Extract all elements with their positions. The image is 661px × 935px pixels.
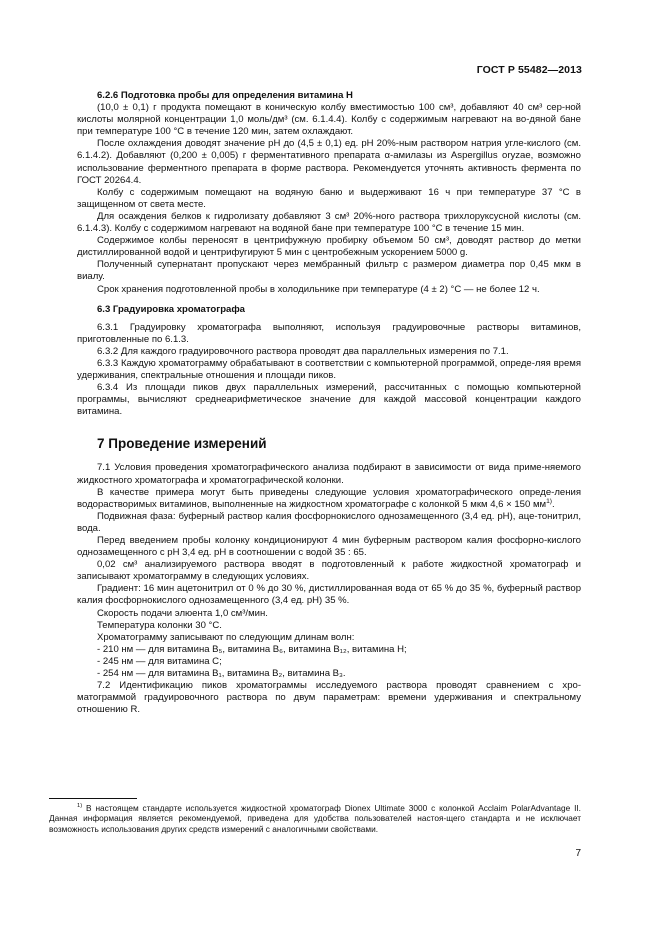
paragraph: Перед введением пробы колонку кондиционируют 4 мин буферным раствором калия фосфорно-кислого однозамещенного с pH 3,4 ед. pH в соотношении с водой 35 : 65. [77, 535, 581, 559]
footnote [49, 803, 581, 834]
footnote-mark: 1) [77, 803, 83, 810]
paragraph: В качестве примера могут быть приведены следующие условия хроматографического опреде-ления водорастворимых витаминов, выполненные на жидкостном хроматографе с колонкой 5 мкм 4,6 × 150 $мм^{1)}$. [77, 486, 581, 510]
paragraph: 6.3.3 Каждую хроматограмму обрабатывают в соответствии с компьютерной программой, опреде-ляя время удерживания, спектральные отношения и площади пиков. [77, 357, 581, 382]
paragraph: Температура колонки 30 °С. [97, 619, 222, 631]
paragraph: 6.3.4 Из площади пиков двух параллельных измерений, рассчитанных с помощью компьютерной программы, вычисляют среднеарифметическое значение для каждой массовой концентрации каждого витамина. [77, 382, 581, 418]
paragraph: Срок хранения подготовленной пробы в холодильнике при температуре (4 ± 2) °С — не более 12 ч. [97, 283, 540, 295]
paragraph: Колбу с содержимым помещают на водяную баню и выдерживают 16 ч при температуре 37 °С в защищенном от света месте. [77, 186, 581, 210]
paragraph: 6.3.2 Для каждого градуировочного раствора проводят два параллельных измерения по 7.1. [97, 345, 509, 357]
footnote-divider [49, 798, 137, 799]
section-7-title: 7 Проведение измерений [97, 436, 267, 452]
paragraph: Скорость подачи элюента 1,0 см³/мин. [97, 607, 268, 619]
document-body [77, 90, 581, 716]
paragraph: 0,02 см³ анализируемого раствора вводят в подготовленный к работе жидкостной хроматограф и записывают хроматограмму в следующих условиях. [77, 559, 581, 583]
paragraph: После охлаждения доводят значение pH до (4,5 ± 0,1) ед. pH 20%-ным раствором натрия угле-кислого (см. 6.1.4.2). Добавляют (0,200 ± 0,005) г ферментативного препарата α-амилазы из Aspergillus oryzae, возможно использование ферментного препарата в форме раствора. Рекомендуется уточнять активность фермента по ГОСТ 20264.4. [77, 138, 581, 186]
paragraph-text: В качестве примера могут быть приведены следующие условия хроматографического опреде-ления водорастворимых витаминов, выполненные на жидкостном хроматографе с колонкой 5 мкм 4,6 × 150 мм [77, 486, 581, 510]
paragraph: 6.3.1 Градуировку хроматографа выполняют, используя градуировочные растворы витаминов, приготовленные по 6.1.3. [77, 321, 581, 345]
paragraph: Для осаждения белков к гидролизату добавляют 3 см³ 20%-ного раствора трихлоруксусной кислоты (см. 6.1.4.3). Колбу с содержимом нагревают на водяной бане при температуре 100 °С в течение 15 мин. [77, 210, 581, 235]
paragraph: Содержимое колбы переносят в центрифужную пробирку объемом 50 см³, доводят раствор до метки дистиллированной водой и центрифугируют 5 мин с центробежным ускорением 5000 g. [77, 235, 581, 259]
paragraph: 7.2 Идентификацию пиков хроматограммы исследуемого раствора проводят сравнением с хро-матограммой градуировочного раствора по двум параметрам: времени удерживания и спектральному отношению R. [77, 680, 581, 716]
paragraph: Полученный супернатант пропускают через мембранный фильтр с размером диаметра пор 0,45 мкм в виалу. [77, 259, 581, 283]
page-number: 7 [575, 848, 581, 859]
paragraph: (10,0 ± 0,1) г продукта помещают в коническую колбу вместимостью 100 см³, добавляют 40 см³ сер-ной кислоты молярной концентрации 1,0 моль/дм³ (см. 6.1.4.4). Колбу с содержимым нагревают на во-дяной бане при температуре 100 °С в течение 120 мин, затем охлаждают. [77, 102, 581, 138]
section-6-3-title: 6.3 Градуировка хроматографа [97, 303, 245, 315]
footnote-text: В настоящем стандарте используется жидкостной хроматограф Dionex Ultimate 3000 с колонкой Acclaim PolarAdvantage II. Данная информация является рекомендуемой, приведена для удобства пользователей настоя-щего стандарта и не исключает возможность использования других средств измерений с аналогичными свойствами. [49, 803, 581, 834]
section-6-2-6-title: 6.2.6 Подготовка пробы для определения витамина H [97, 90, 353, 101]
list-item: - 245 нм — для витамина С; [97, 655, 222, 667]
paragraph: 7.1 Условия проведения хроматографического анализа подбирают в зависимости от вида приме-няемого жидкостного хроматографа и хроматографической колонки. [77, 462, 581, 486]
list-item: - 254 нм — для витамина B₁, витамина B₂, витамина B₃. [97, 668, 346, 680]
paragraph: Градиент: 16 мин ацетонитрил от 0 % до 30 %, дистиллированная вода от 65 % до 35 %, буферный раствор калия фосфорнокислого однозамещенного (3,4 ед. pH) 35 %. [77, 583, 581, 607]
document-header: ГОСТ Р 55482—2013 [476, 64, 582, 76]
footnote-ref: 1) [546, 497, 553, 505]
list-item: - 210 нм — для витамина B₅, витамина B₆, витамина B₁₂, витамина H; [97, 643, 407, 655]
paragraph: Подвижная фаза: буферный раствор калия фосфорнокислого однозамещенного (3,4 ед. pH), аце-тонитрил, вода. [77, 510, 581, 534]
paragraph: Хроматограмму записывают по следующим длинам волн: [97, 631, 355, 643]
